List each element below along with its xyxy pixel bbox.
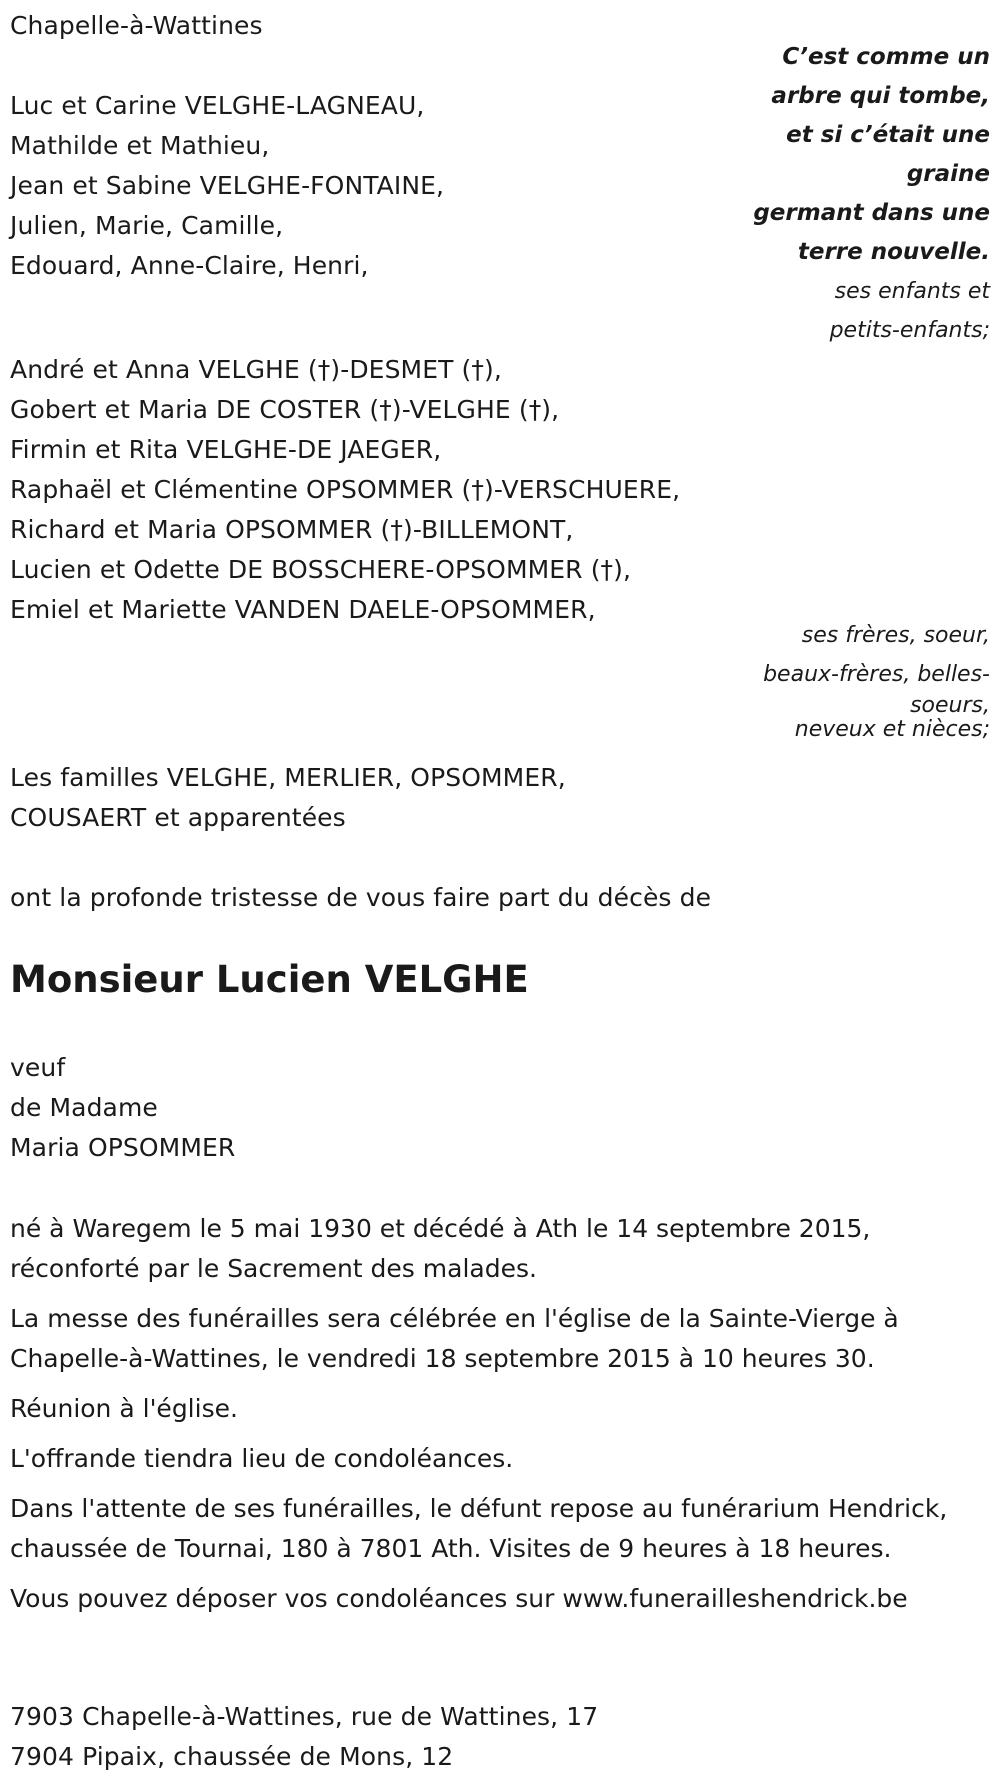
families-line: COUSAERT et apparentées [10, 803, 346, 832]
detail-paragraph: Réunion à l'église. [10, 1394, 238, 1423]
family-line: Jean et Sabine VELGHE-FONTAINE, [10, 171, 445, 200]
detail-paragraph: Vous pouvez déposer vos condoléances sur www.funerailleshendrick.be [10, 1584, 908, 1613]
announcement-text: ont la profonde tristesse de vous faire part du décès de [10, 883, 712, 912]
deceased-name: Monsieur Lucien VELGHE [10, 958, 529, 1001]
families-line: Les familles VELGHE, MERLIER, OPSOMMER, [10, 763, 566, 792]
family-line: Julien, Marie, Camille, [10, 211, 284, 240]
quote-line: terre nouvelle. [797, 239, 990, 265]
quote-line: arbre qui tombe, [771, 83, 990, 109]
funeral-details [10, 1209, 970, 1629]
detail-paragraph: L'offrande tiendra lieu de condoléances. [10, 1444, 514, 1473]
siblings-role-line: soeurs, [910, 693, 990, 718]
family-line: Firmin et Rita VELGHE-DE JAEGER, [10, 435, 442, 464]
detail-paragraph: La messe des funérailles sera célébrée en l'église de la Sainte-Vierge à Chapelle-à-Wattines, le vendredi 18 septembre 2015 à 10 heures 30. [10, 1304, 899, 1373]
quote-line: et si c’était une [786, 122, 990, 148]
children-role-line: ses enfants et [834, 279, 990, 304]
family-line: Emiel et Mariette VANDEN DAELE-OPSOMMER, [10, 595, 596, 624]
widower-line: de Madame [10, 1093, 158, 1122]
quote-line: graine [906, 161, 990, 187]
widower-line: Maria OPSOMMER [10, 1133, 236, 1162]
family-line: Richard et Maria OPSOMMER (†)-BILLEMONT, [10, 515, 574, 544]
family-line: Raphaël et Clémentine OPSOMMER (†)-VERSCHUERE, [10, 475, 681, 504]
siblings-role-line: beaux-frères, belles- [763, 662, 990, 687]
quote-line: germant dans une [753, 200, 990, 226]
family-line: Edouard, Anne-Claire, Henri, [10, 251, 369, 280]
siblings-role-line: neveux et nièces; [794, 717, 990, 742]
address-line: 7903 Chapelle-à-Wattines, rue de Wattines, 17 [10, 1702, 599, 1731]
family-line: Lucien et Odette DE BOSSCHERE-OPSOMMER (†), [10, 555, 632, 584]
family-line: Gobert et Maria DE COSTER (†)-VELGHE (†), [10, 395, 560, 424]
children-role-line: petits-enfants; [829, 318, 990, 343]
detail-paragraph: Dans l'attente de ses funérailles, le défunt repose au funérarium Hendrick, chaussée de Tournai, 180 à 7801 Ath. Visites de 9 heures à 18 heures. [10, 1494, 948, 1563]
widower-line: veuf [10, 1053, 66, 1082]
detail-paragraph: né à Waregem le 5 mai 1930 et décédé à Ath le 14 septembre 2015, réconforté par le Sacrement des malades. [10, 1214, 871, 1283]
siblings-role-block [730, 616, 990, 742]
family-line: Luc et Carine VELGHE-LAGNEAU, [10, 91, 425, 120]
siblings-role-line: ses frères, soeur, [801, 623, 990, 648]
location-heading: Chapelle-à-Wattines [10, 11, 263, 40]
quote-line: C’est comme un [782, 44, 990, 70]
quote-block [730, 38, 990, 350]
family-line: André et Anna VELGHE (†)-DESMET (†), [10, 355, 502, 384]
family-line: Mathilde et Mathieu, [10, 131, 270, 160]
address-line: 7904 Pipaix, chaussée de Mons, 12 [10, 1742, 454, 1771]
